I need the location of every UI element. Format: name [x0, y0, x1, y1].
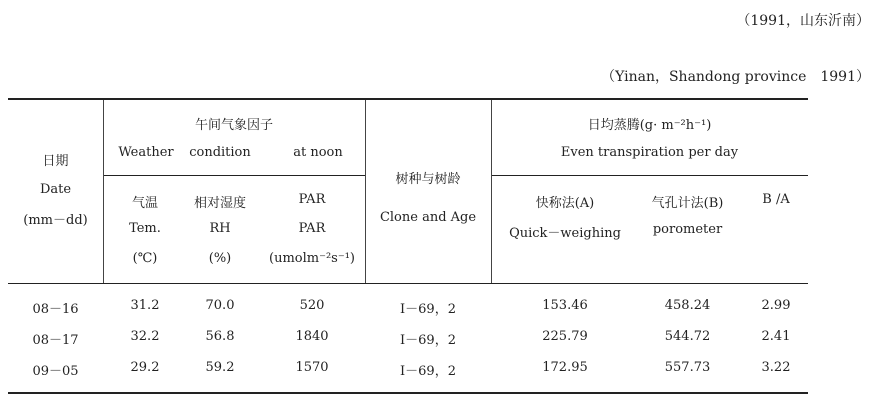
header-clone-cn: 树种与树龄 — [395, 172, 461, 187]
header-transpiration-en: Even transpiration per day — [560, 145, 739, 160]
header-rh-unit: (%) — [208, 251, 232, 266]
header-bottom-rule — [8, 283, 808, 284]
header-rh-en: RH — [209, 221, 231, 236]
header-weather-en-2: condition — [189, 145, 251, 160]
header-weather-en-1: Weather — [118, 145, 174, 160]
header-par-unit: (umolm⁻²s⁻¹) — [269, 251, 355, 266]
cell-rh: 56.8 — [205, 329, 235, 344]
cell-rh: 70.0 — [205, 298, 235, 313]
caption-en: （Yinan，Shandong province 1991） — [601, 69, 870, 85]
cell-temp: 29.2 — [130, 360, 160, 375]
cell-porometer: 458.24 — [664, 298, 711, 313]
header-temp-unit: (℃) — [132, 251, 158, 266]
cell-par: 1570 — [295, 360, 329, 375]
cell-ratio: 2.99 — [761, 298, 791, 313]
cell-date: 08－16 — [32, 302, 79, 317]
cell-date: 08－17 — [32, 333, 79, 348]
cell-porometer: 557.73 — [664, 360, 711, 375]
bottom-rule — [8, 392, 808, 394]
header-transpiration-cn: 日均蒸腾(g· m⁻²h⁻¹) — [587, 118, 712, 133]
cell-clone: Ⅰ－69，2 — [400, 364, 456, 379]
header-date-cn: 日期 — [42, 154, 69, 169]
cell-ratio: 2.41 — [761, 329, 791, 344]
cell-temp: 32.2 — [130, 329, 160, 344]
cell-temp: 31.2 — [130, 298, 160, 313]
top-rule — [8, 98, 808, 100]
header-weather-en-3: at noon — [293, 145, 343, 160]
header-rh-cn: 相对湿度 — [193, 196, 246, 211]
transpiration-group-rule — [491, 175, 808, 176]
header-porometer-en: porometer — [652, 222, 723, 237]
cell-par: 1840 — [295, 329, 329, 344]
cell-quick: 172.95 — [542, 360, 588, 375]
cell-par: 520 — [299, 298, 325, 313]
header-quick-cn: 快称法(A) — [535, 196, 595, 211]
header-temp-cn: 气温 — [131, 196, 158, 211]
header-temp-en: Tem. — [129, 221, 161, 236]
caption-cn: （1991，山东沂南） — [736, 13, 870, 29]
cell-date: 09－05 — [32, 364, 79, 379]
header-date-en: Date — [39, 182, 72, 197]
divider-weather — [365, 100, 366, 283]
cell-clone: Ⅰ－69，2 — [400, 302, 456, 317]
header-porometer-cn: 气孔计法(B) — [651, 196, 724, 211]
cell-quick: 153.46 — [542, 298, 588, 313]
header-par-en: PAR — [298, 221, 326, 236]
cell-ratio: 3.22 — [761, 360, 791, 375]
weather-group-rule — [103, 175, 365, 176]
cell-rh: 59.2 — [205, 360, 235, 375]
cell-quick: 225.79 — [542, 329, 588, 344]
header-quick-en: Quick－weighing — [509, 226, 621, 241]
cell-clone: Ⅰ－69，2 — [400, 333, 456, 348]
header-ratio: B /A — [762, 192, 790, 207]
header-date-unit: (mm－dd) — [23, 213, 88, 228]
header-par-cn: PAR — [298, 192, 326, 207]
header-weather-cn: 午间气象因子 — [194, 118, 273, 133]
header-clone-en: Clone and Age — [379, 210, 477, 225]
cell-porometer: 544.72 — [664, 329, 711, 344]
